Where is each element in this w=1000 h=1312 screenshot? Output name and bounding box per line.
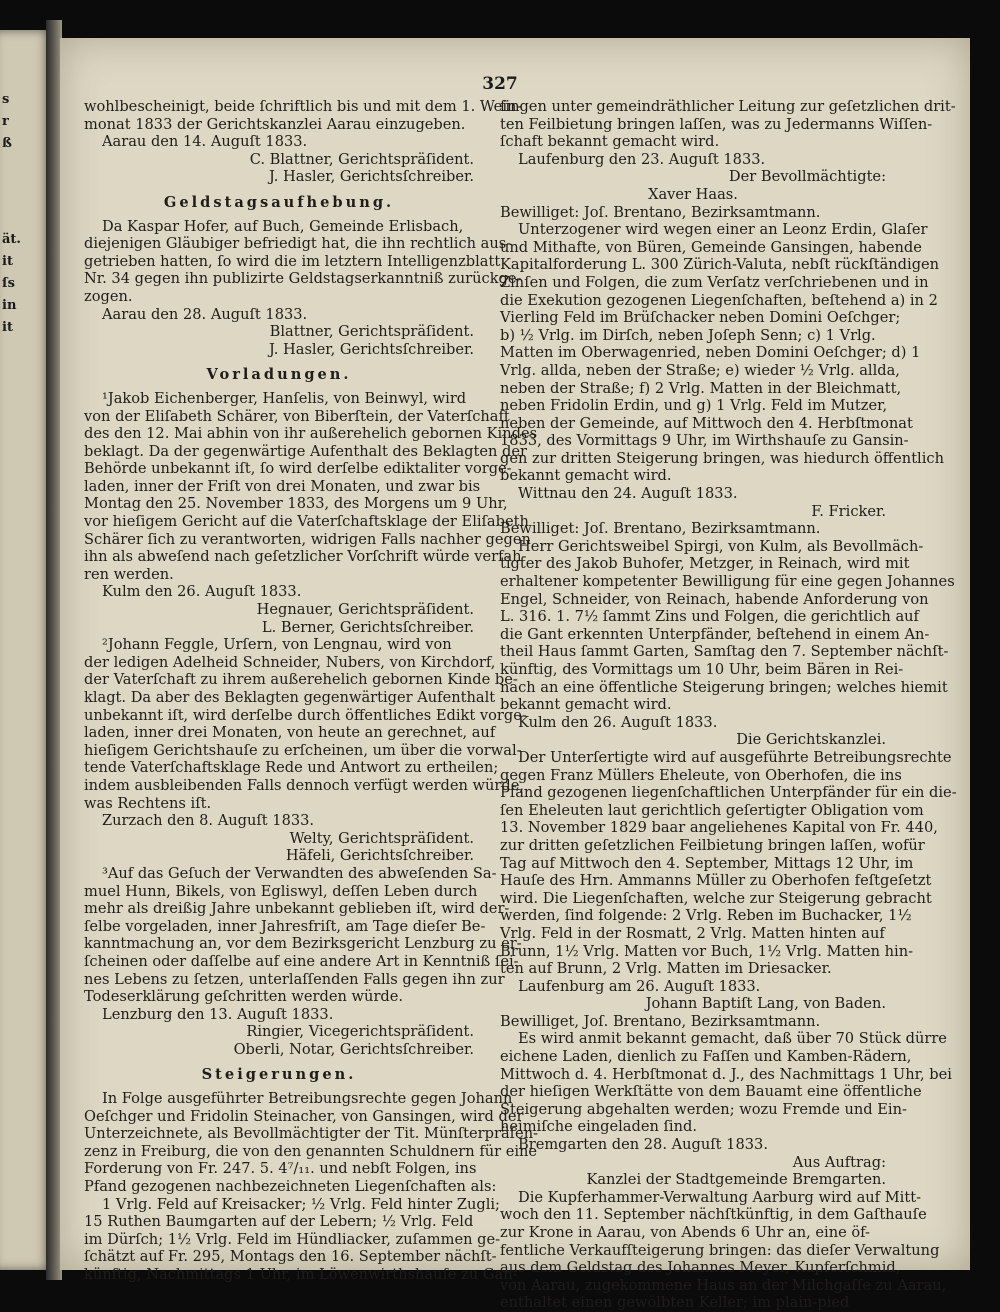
- text-line: Vrlg. allda, neben der Straße; e) wieder ½ Vrlg. allda,: [500, 361, 900, 379]
- text-line: theil Haus ſammt Garten, Samſtag den 7. September nächſt-: [500, 643, 949, 661]
- text-line: wohlbescheinigt, beide ſchriftlich bis und mit dem 1. Wein-: [84, 98, 522, 115]
- text-line: zur Krone in Aarau, von Abends 6 Uhr an, eine öf-: [500, 1224, 870, 1241]
- text-line: eichene Laden, dienlich zu Faſſen und Kamben-Rädern,: [500, 1048, 912, 1066]
- text-line: unbekannt iſt, wird derſelbe durch öffentliches Edikt vorge-: [84, 706, 527, 724]
- text-line: im Dürſch; 1½ Vrlg. Feld im Hündliacker, zuſammen ge-: [84, 1230, 501, 1248]
- text-line: enthaltet einen gewölbten Keller; im plain-pied: [500, 1294, 850, 1312]
- text-line: Es wird anmit bekannt gemacht, daß über 70 Stück dürre: [518, 1030, 947, 1048]
- text-line: Der Unterſertigte wird auf ausgeführte Betreibungsrechte: [518, 748, 952, 766]
- text-line: Da Kaspar Hofer, auf Buch, Gemeinde Erlisbach,: [102, 217, 464, 235]
- text-line: bekannt gemacht wird.: [500, 696, 672, 714]
- page-number: 327: [482, 74, 518, 94]
- text-line: Ringier, Vicegerichtspräſident.: [246, 1023, 474, 1041]
- text-line: zogen.: [84, 287, 133, 305]
- text-line: Bremgarten den 28. Auguſt 1833.: [518, 1136, 768, 1154]
- text-line: künftig, des Vormittags um 10 Uhr, beim Bären in Rei-: [500, 661, 904, 678]
- text-line: Kanzlei der Stadtgemeinde Bremgarten.: [586, 1171, 886, 1189]
- text-line: Brunn, 1½ Vrlg. Matten vor Buch, 1½ Vrlg. Matten hin-: [500, 942, 914, 960]
- facing-page-fragment: ß: [2, 136, 12, 151]
- text-line: Zinſen und Folgen, die zum Verſatz verſchriebenen und in: [500, 273, 929, 291]
- text-line: aus dem Geldstag des Johannes Meyer, Kupferſchmid,: [500, 1259, 901, 1277]
- text-line: mehr als dreißig Jahre unbekannt geblieben iſt, wird der-: [84, 900, 510, 918]
- text-line: vor hieſigem Gericht auf die Vaterſchaftsklage der Eliſabeth: [84, 513, 529, 531]
- text-line: der hieſigen Werkſtätte von dem Bauamt eine öffentliche: [500, 1083, 922, 1101]
- text-line: hieſigem Gerichtshauſe zu erſcheinen, um über die vorwal-: [84, 741, 522, 759]
- text-line: Pfand gezogenen nachbezeichneten Liegenſchaften als:: [84, 1178, 497, 1196]
- text-line: Aarau den 14. Auguſt 1833.: [102, 133, 308, 151]
- text-line: L. 316. 1. 7½ ſammt Zins und Folgen, die gerichtlich auf: [500, 608, 919, 626]
- text-line: beklagt. Da der gegenwärtige Aufenthalt des Beklagten der: [84, 442, 528, 460]
- text-line: der ledigen Adelheid Schneider, Nubers, von Kirchdorf,: [84, 653, 496, 671]
- text-line: Vierling Feld im Brüſchacker neben Domini Oeſchger;: [500, 309, 901, 327]
- text-line: von der Eliſabeth Schärer, von Biberſtein, der Vaterſchaft: [84, 407, 510, 425]
- text-line: Vrlg. Feld in der Rosmatt, 2 Vrlg. Matten hinten auf: [500, 924, 885, 942]
- text-line: Mittwoch d. 4. Herbſtmonat d. J., des Nachmittags 1 Uhr, bei: [500, 1065, 952, 1083]
- text-line: neben der Gemeinde, auf Mittwoch den 4. Herbſtmonat: [500, 414, 913, 432]
- text-line: 1 Vrlg. Feld auf Kreisacker; ½ Vrlg. Feld hinter Zugli;: [102, 1195, 500, 1213]
- text-line: muel Hunn, Bikels, von Egliswyl, deſſen Leben durch: [84, 882, 478, 900]
- text-line: tende Vaterſchaftsklage Rede und Antwort zu ertheilen;: [84, 759, 499, 777]
- facing-page-fragment: ät.: [2, 232, 21, 247]
- text-line: kanntmachung an, vor dem Bezirksgericht Lenzburg zu er-: [84, 935, 522, 953]
- text-line: Die Gerichtskanzlei.: [736, 731, 886, 749]
- text-line: was Rechtens iſt.: [84, 794, 212, 812]
- text-line: fentliche Verkaufſteigerung bringen: das dieſer Verwaltung: [500, 1241, 940, 1259]
- text-line: Kulm den 26. Auguſt 1833.: [518, 713, 718, 731]
- text-line: Kapitalforderung L. 300 Zürich-Valuta, nebſt rückſtändigen: [500, 256, 940, 274]
- text-line: Engel, Schneider, von Reinach, habende Anforderung von: [500, 590, 929, 608]
- text-line: laden, inner drei Monaten, von heute an gerechnet, auf: [84, 724, 496, 742]
- text-line: tigter des Jakob Buhofer, Metzger, in Reinach, wird mit: [500, 555, 910, 573]
- section-heading: Steigerungen.: [201, 1066, 357, 1084]
- text-line: Unterzogener wird wegen einer an Leonz Erdin, Glaſer: [518, 221, 928, 239]
- facing-page-fragment: it: [2, 254, 13, 269]
- text-line: gen zur dritten Steigerung bringen, was hiedurch öffentlich: [500, 449, 944, 467]
- text-line: Forderung von Fr. 247. 5. 4⁷/₁₁. und nebſt Folgen, ins: [84, 1160, 477, 1178]
- text-line: ſchaft bekannt gemacht wird.: [500, 133, 720, 151]
- text-line: Laufenburg am 26. Auguſt 1833.: [518, 977, 761, 995]
- text-line: ſingen unter gemeindräthlicher Leitung zur geſetzlichen drit-: [500, 98, 956, 115]
- text-line: Unterzeichnete, als Bevollmächtigter der Tit. Münſterpräſen-: [84, 1125, 539, 1143]
- text-line: Kulm den 26. Auguſt 1833.: [102, 583, 302, 601]
- text-line: bekannt gemacht wird.: [500, 467, 672, 485]
- text-line: In Folge ausgeführter Betreibungsrechte gegen Johann: [102, 1090, 513, 1108]
- text-line: laden, inner der Friſt von drei Monaten, und zwar bis: [84, 477, 481, 495]
- text-line: 1833, des Vormittags 9 Uhr, im Wirthshauſe zu Gansin-: [500, 432, 909, 450]
- text-line: werden, ſind folgende: 2 Vrlg. Reben im Buchacker, 1½: [500, 907, 912, 925]
- text-line: und Mithafte, von Büren, Gemeinde Gansingen, habende: [500, 238, 922, 256]
- text-line: Laufenburg den 23. Auguſt 1833.: [518, 150, 766, 168]
- text-line: neben Fridolin Erdin, und g) 1 Vrlg. Feld im Mutzer,: [500, 397, 888, 415]
- text-line: der Vaterſchaft zu ihrem außerehelich gebornen Kinde be-: [84, 671, 518, 689]
- text-line: künftig, Nachmittags 1 Uhr, im Löwenwirthshauſe zu Gan-: [84, 1266, 518, 1283]
- text-line: Aarau den 28. Auguſt 1833.: [102, 305, 308, 323]
- text-line: Zurzach den 8. Auguſt 1833.: [102, 812, 315, 830]
- text-line: die Exekution gezogenen Liegenſchaften, beſtehend a) in 2: [500, 291, 938, 309]
- text-line: Todeserklärung geſchritten werden würde.: [84, 988, 404, 1006]
- text-line: gegen Franz Müllers Eheleute, von Oberhofen, die ins: [500, 766, 902, 784]
- text-line: zenz in Freiburg, die von den genannten Schuldnern für eine: [84, 1142, 538, 1160]
- text-line: neben der Straße; f) 2 Vrlg. Matten in der Bleichmatt,: [500, 379, 902, 397]
- text-line: ren werden.: [84, 565, 174, 583]
- section-heading: Geldstagsaufhebung.: [163, 193, 395, 211]
- text-line: Bewilliget, Joſ. Brentano, Bezirksamtmann.: [500, 1012, 821, 1030]
- text-line: Steigerung abgehalten werden; wozu Fremde und Ein-: [500, 1100, 907, 1118]
- text-line: ten auf Brunn, 2 Vrlg. Matten im Driesacker.: [500, 960, 832, 978]
- text-line: Schärer ſich zu verantworten, widrigen Falls nachher gegen: [84, 530, 531, 548]
- text-line: Hauſe des Hrn. Ammanns Müller zu Oberhofen feſtgeſetzt: [500, 872, 932, 890]
- text-line: Häfeli, Gerichtsſchreiber.: [285, 847, 474, 865]
- text-line: erhaltener kompetenter Bewilligung für eine gegen Johannes: [500, 573, 955, 591]
- text-line: Matten im Oberwagenried, neben Domini Oeſchger; d) 1: [500, 344, 921, 362]
- text-line: woch den 11. September nächſtkünftig, in dem Gaſthauſe: [500, 1206, 927, 1224]
- text-line: ³Auf das Geſuch der Verwandten des abweſenden Sa-: [102, 864, 497, 882]
- text-line: Hegnauer, Gerichtspräſident.: [256, 601, 474, 619]
- text-line: Nr. 34 gegen ihn publizirte Geldstagserkanntniß zurückge-: [84, 270, 522, 288]
- text-line: die Gant erkennten Unterpfänder, beſtehend in einem An-: [500, 625, 930, 643]
- text-line: ſchätzt auf Fr. 295, Montags den 16. September nächſt-: [84, 1248, 497, 1266]
- text-line: J. Hasler, Gerichtsſchreiber.: [269, 340, 474, 358]
- text-line: heimiſche eingeladen ſind.: [500, 1118, 697, 1136]
- text-line: monat 1833 der Gerichtskanzlei Aarau einzugeben.: [84, 115, 466, 133]
- text-line: Behörde unbekannt iſt, ſo wird derſelbe ediktaliter vorge-: [84, 460, 512, 478]
- text-line: getrieben hatten, ſo wird die im letztern Intelligenzblatt: [84, 252, 501, 270]
- text-line: indem ausbleibenden Falls dennoch verfügt werden würde,: [84, 776, 524, 794]
- text-line: klagt. Da aber des Beklagten gegenwärtiger Aufenthalt: [84, 689, 496, 706]
- text-line: des den 12. Mai abhin von ihr außerehelich gebornen Kindes: [84, 425, 538, 443]
- text-line: Bewilliget: Joſ. Brentano, Bezirksamtmann.: [500, 203, 821, 221]
- text-line: b) ½ Vrlg. im Dirſch, neben Joſeph Senn; c) 1 Vrlg.: [500, 326, 876, 344]
- text-line: ihn als abweſend nach geſetzlicher Vorſchrift würde verfah-: [84, 548, 527, 566]
- text-line: F. Fricker.: [811, 502, 886, 520]
- text-line: J. Hasler, Gerichtsſchreiber.: [269, 168, 474, 186]
- text-line: nach an eine öffentliche Steigerung bringen; welches hiemit: [500, 678, 948, 696]
- text-line: Blattner, Gerichtspräſident.: [269, 323, 474, 341]
- text-line: Johann Baptiſt Lang, von Baden.: [645, 995, 886, 1013]
- text-line: zur dritten geſetzlichen Feilbietung bringen laſſen, wofür: [500, 836, 925, 854]
- text-line: C. Blattner, Gerichtspräſident.: [249, 150, 474, 168]
- text-line: Pfand gezogenen liegenſchaftlichen Unterpfänder für ein die-: [500, 784, 957, 802]
- text-line: Wittnau den 24. Auguſt 1833.: [518, 485, 738, 503]
- text-line: Der Bevollmächtigte:: [728, 168, 886, 186]
- facing-page-fragment: s: [2, 92, 10, 107]
- facing-page-fragment: in: [2, 298, 17, 313]
- text-line: ¹Jakob Eichenberger, Hanſelis, von Beinwyl, wird: [102, 389, 467, 407]
- text-line: von Aarau, zugekommene Haus an der Milchgaſſe zu Aarau,: [500, 1276, 947, 1294]
- right-column: [500, 98, 957, 1312]
- facing-page-edge: [0, 30, 52, 1270]
- text-line: 15 Ruthen Baumgarten auf der Lebern; ½ Vrlg. Feld: [84, 1213, 474, 1231]
- text-line: ſen Eheleuten laut gerichtlich geſertigter Obligation vom: [500, 801, 924, 819]
- text-line: ſelbe vorgeladen, inner Jahresfriſt, am Tage dieſer Be-: [84, 917, 486, 935]
- text-line: L. Berner, Gerichtsſchreiber.: [261, 618, 474, 636]
- text-line: Oeſchger und Fridolin Steinacher, von Gansingen, wird der: [84, 1107, 524, 1125]
- left-column: [84, 98, 539, 1284]
- text-line: Xaver Haas.: [648, 185, 738, 203]
- facing-page-fragment: r: [2, 114, 9, 129]
- text-line: Aus Auftrag:: [792, 1153, 886, 1171]
- text-line: Bewilliget: Joſ. Brentano, Bezirksamtmann.: [500, 520, 821, 538]
- facing-page-fragment: ſs: [2, 276, 15, 291]
- text-line: ²Johann Feggle, Urſern, von Lengnau, wird von: [102, 636, 452, 654]
- facing-page-fragment: it: [2, 320, 13, 335]
- text-line: Herr Gerichtsweibel Spirgi, von Kulm, als Bevollmäch-: [518, 537, 924, 555]
- text-line: Oberli, Notar, Gerichtsſchreiber.: [233, 1040, 474, 1058]
- text-line: nes Lebens zu ſetzen, unterlaſſenden Falls gegen ihn zur: [84, 970, 505, 988]
- text-line: ſcheinen oder daſſelbe auf eine andere Art in Kenntniß ſei-: [84, 952, 519, 970]
- section-heading: Vorladungen.: [206, 366, 352, 384]
- text-line: wird. Die Liegenſchaften, welche zur Steigerung gebracht: [500, 889, 932, 907]
- text-line: Die Kupferhammer-Verwaltung Aarburg wird auf Mitt-: [518, 1188, 921, 1206]
- text-line: 13. November 1829 baar angeliehenes Kapital von Fr. 440,: [500, 819, 938, 837]
- text-line: Lenzburg den 13. Auguſt 1833.: [102, 1005, 334, 1023]
- text-line: Tag auf Mittwoch den 4. September, Mittags 12 Uhr, im: [500, 854, 914, 872]
- text-line: ten Feilbietung bringen laſſen, was zu Jedermanns Wiſſen-: [500, 115, 933, 133]
- text-line: Montag den 25. November 1833, des Morgens um 9 Uhr,: [84, 495, 508, 513]
- text-line: diejenigen Gläubiger befriedigt hat, die ihn rechtlich aus-: [84, 235, 512, 253]
- text-line: Welty, Gerichtspräſident.: [289, 829, 474, 847]
